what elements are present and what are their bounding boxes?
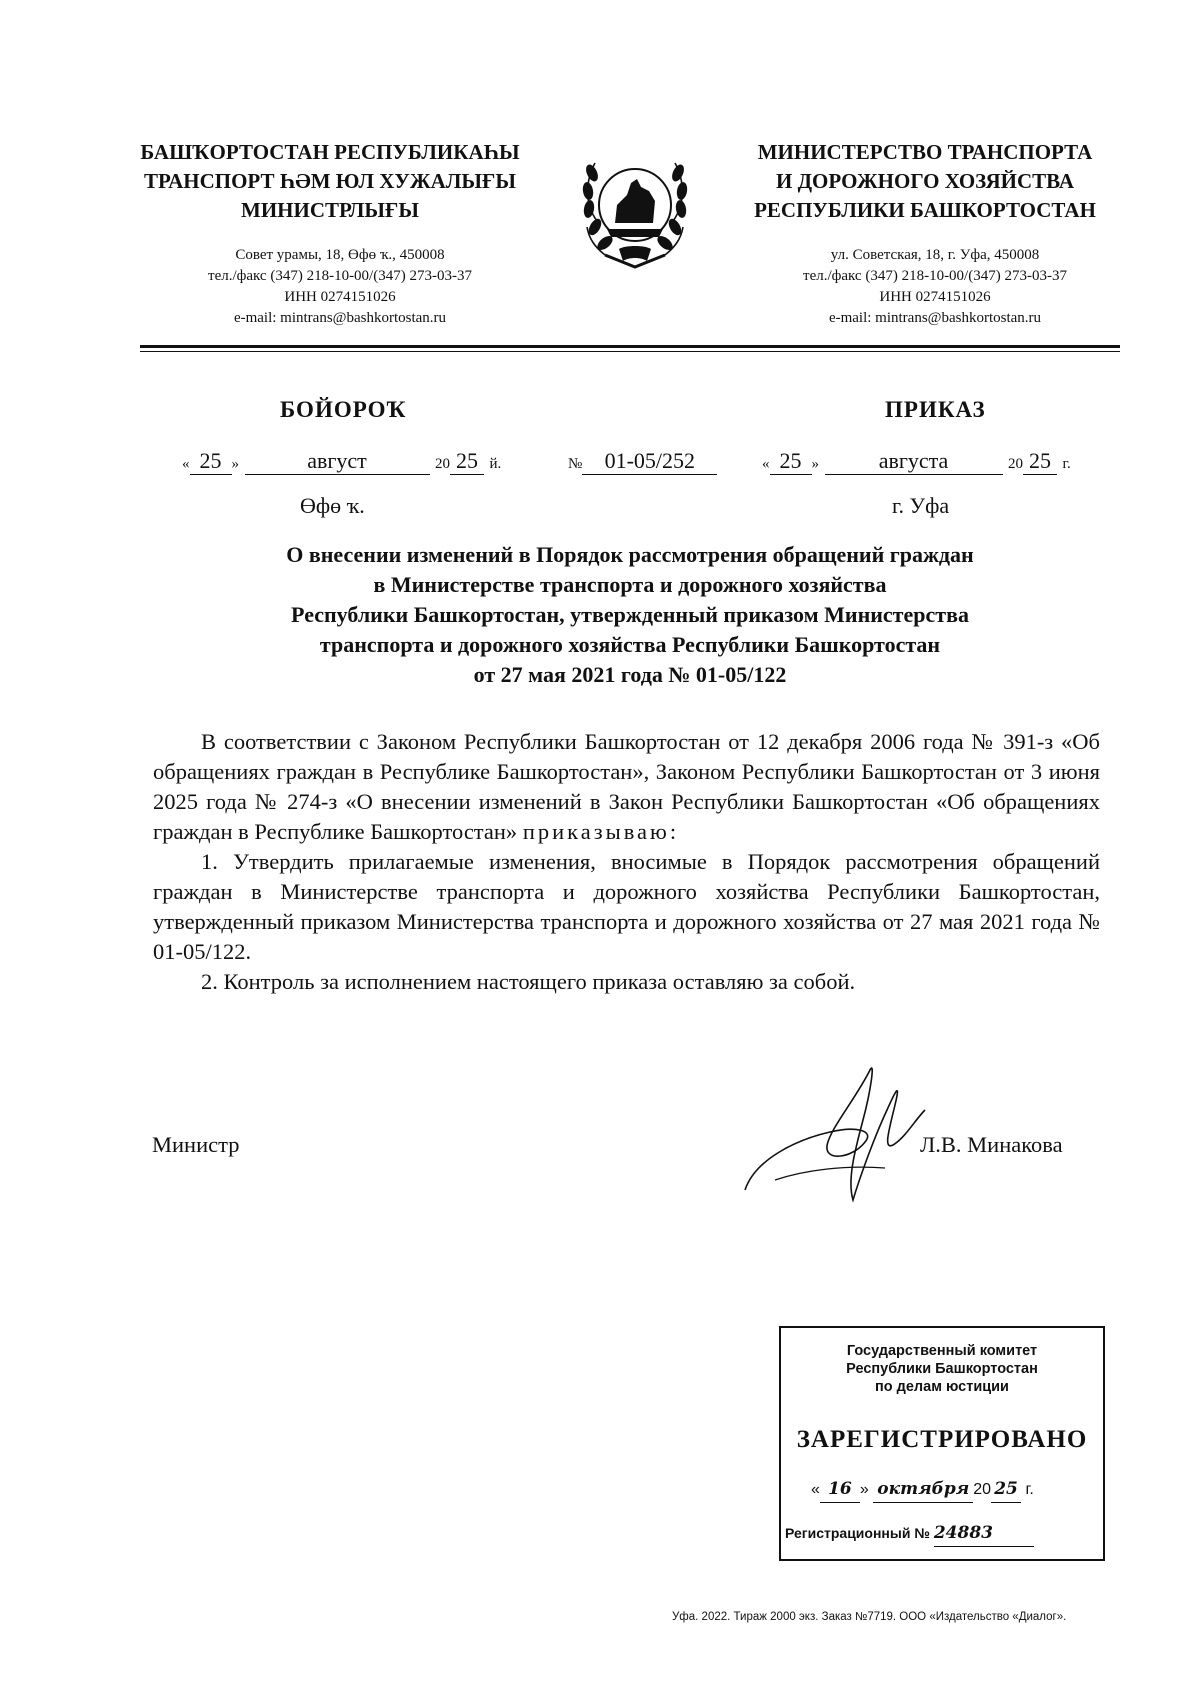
handwritten-signature (735, 1050, 945, 1210)
year-unit: г. (1025, 1481, 1034, 1498)
signer-position: Министр (152, 1132, 240, 1157)
stamp-org-line: Республики Башкортостан (846, 1361, 1038, 1377)
header-right-line: МИНИСТЕРСТВО ТРАНСПОРТА (757, 140, 1093, 164)
year-prefix: 20 (1008, 456, 1023, 472)
stamp-day: 16 (820, 1476, 860, 1503)
header-right-line: И ДОРОЖНОГО ХОЗЯЙСТВА (776, 169, 1074, 193)
body-intro: В соответствии с Законом Республики Башкортостан от 12 декабря 2006 года № 391-з «Об обращениях граждан в Республике Башкортостан», Законом Республики Башкортостан от 3 июня 2025 года № 274-з «О внесении изменений в Закон Республики Башкортостан «Об обращениях граждан в Республике Башкортостан» (153, 729, 1100, 844)
stamp-date (811, 1476, 1091, 1503)
date-right-day: 25 (770, 448, 812, 475)
body-item-1: 1. Утвердить прилагаемые изменения, вносимые в Порядок рассмотрения обращений граждан в Министерстве транспорта и дорожного хозяйства Республики Башкортостан, утвержденный приказом Министерства транспорта и дорожного хозяйства от 27 мая 2021 года № 01-05/122. (153, 849, 1100, 964)
address-line: тел./факс (347) 218-10-00/(347) 273-03-37 (803, 268, 1067, 284)
city-left: Өфө ҡ. (300, 493, 365, 518)
year-prefix: 20 (435, 456, 450, 472)
stamp-reg-line (785, 1520, 1095, 1547)
date-left (182, 448, 501, 475)
header-left-line: БАШҠОРТОСТАН РЕСПУБЛИКАҺЫ (140, 140, 520, 164)
quote-close: » (231, 456, 239, 472)
header-left-line: ТРАНСПОРТ ҺӘМ ЮЛ ХУЖАЛЫҒЫ (143, 169, 517, 193)
address-line: e-mail: mintrans@bashkortostan.ru (828, 310, 1042, 326)
subject-line: транспорта и дорожного хозяйства Республики Башкортостан (319, 632, 941, 657)
subject-line: от 27 мая 2021 года № 01-05/122 (473, 662, 787, 687)
header-right-line: РЕСПУБЛИКИ БАШКОРТОСТАН (754, 198, 1096, 222)
order-number-block (568, 448, 717, 475)
address-line: e-mail: mintrans@bashkortostan.ru (233, 310, 447, 326)
address-line: ИНН 0274151026 (879, 289, 991, 305)
stamp-org (781, 1342, 1103, 1396)
address-line: ул. Советская, 18, г. Уфа, 450008 (830, 247, 1040, 263)
year-unit: й. (489, 456, 502, 472)
subject-line: в Министерстве транспорта и дорожного хозяйства (373, 572, 887, 597)
date-right (762, 448, 1071, 475)
order-title-russian: ПРИКАЗ (885, 397, 986, 422)
address-line: Совет урамы, 18, Өфө ҡ., 450008 (235, 247, 445, 263)
printer-footer: Уфа. 2022. Тираж 2000 экз. Заказ №7719. ООО «Издательство «Диалог». (672, 1611, 1067, 1623)
address-line: ИНН 0274151026 (284, 289, 396, 305)
city-right: г. Уфа (892, 493, 950, 518)
order-title-bashkir: БОЙОРОҠ (280, 397, 407, 422)
stamp-org-line: Государственный комитет (846, 1343, 1038, 1359)
quote-close: » (859, 1481, 869, 1498)
order-subject (150, 540, 1110, 690)
header-left-org (110, 138, 550, 225)
date-left-month: август (245, 448, 430, 475)
subject-line: О внесении изменений в Порядок рассмотрения обращений граждан (286, 542, 974, 567)
body-intro-paragraph (153, 727, 1100, 847)
year-unit: г. (1062, 456, 1071, 472)
quote-open: « (811, 1481, 820, 1498)
header-divider-thin (140, 351, 1120, 352)
quote-open: « (182, 456, 190, 472)
header-right-address (730, 245, 1140, 329)
coat-of-arms-icon (575, 143, 695, 283)
signer-name: Л.В. Минакова (920, 1132, 1063, 1157)
header-left-line: МИНИСТРЛЫҒЫ (241, 198, 419, 222)
date-right-month: августа (825, 448, 1003, 475)
stamp-year: 25 (991, 1476, 1021, 1503)
quote-close: » (811, 456, 819, 472)
header-right-org (730, 138, 1120, 225)
order-number: 01-05/252 (582, 448, 717, 475)
subject-line: Республики Башкортостан, утвержденный приказом Министерства (291, 602, 969, 627)
date-left-year: 25 (450, 448, 484, 475)
stamp-month: октября (873, 1476, 973, 1503)
number-sign: № (568, 456, 583, 472)
body-command: приказываю: (522, 819, 680, 844)
header-divider-thick (140, 345, 1120, 348)
stamp-org-line: по делам юстиции (875, 1379, 1009, 1395)
order-body (153, 727, 1100, 997)
quote-open: « (762, 456, 770, 472)
address-line: тел./факс (347) 218-10-00/(347) 273-03-37 (208, 268, 472, 284)
year-prefix: 20 (973, 1481, 992, 1498)
date-right-year: 25 (1023, 448, 1057, 475)
date-left-day: 25 (190, 448, 232, 475)
stamp-reg-number: 24883 (934, 1520, 1034, 1547)
registration-stamp (779, 1326, 1105, 1561)
body-item-2: 2. Контроль за исполнением настоящего приказа оставляю за собой. (201, 969, 856, 994)
stamp-reg-label: Регистрационный № (785, 1525, 930, 1541)
stamp-registered: ЗАРЕГИСТРИРОВАНО (796, 1426, 1088, 1453)
header-left-address (140, 245, 540, 329)
